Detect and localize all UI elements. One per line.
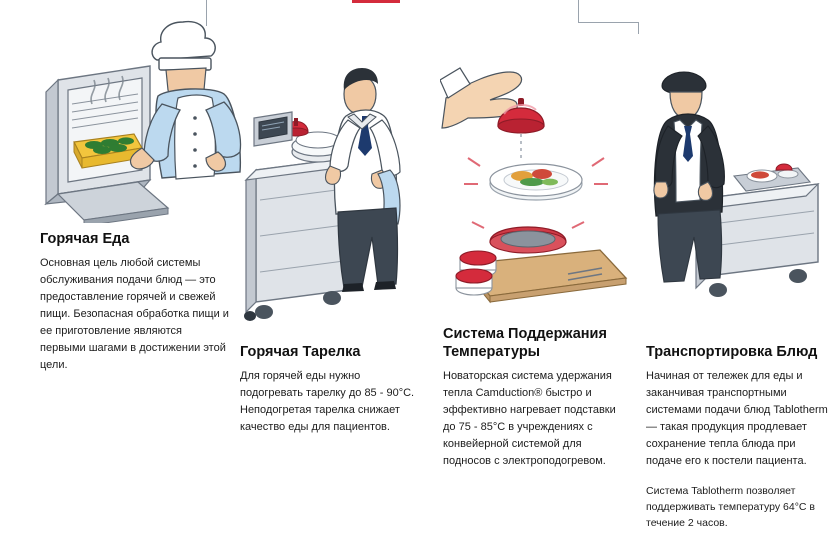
illustration-hot-plate [240, 40, 440, 330]
column-body: Новаторская система удержания тепла Camduction® быстро и эффективно нагревает подставки до 75 - 85°C в учреждениях с конвейерной системой для подносов с электроподогревом. [443, 370, 616, 468]
column-title: Горячая Тарелка [240, 344, 361, 360]
column-body: Для горячей еды нужно подогревать тарелку до 85 - 90°C. Неподогретая тарелка снижает качество еды для пациентов. [240, 370, 415, 434]
connector-rule-mid-horizontal [578, 22, 638, 23]
column-body: Основная цель любой системы обслуживания подачи блюд — это предоставление горячей и свежей пищи. Безопасная обработка пищи и ее приготовление являются первыми шагами в достижении этой цели. [40, 257, 229, 372]
illustration-hot-food [38, 8, 253, 223]
accent-bar-top [352, 0, 400, 3]
illustration-meal-transport [648, 48, 838, 298]
column-meal-transport [646, 343, 832, 532]
column-hot-food [40, 230, 230, 374]
connector-rule-mid-vertical [578, 0, 579, 22]
column-note: Система Tablotherm позволяет поддерживать температуру 64°C в течение 2 часов. [646, 485, 816, 529]
column-body: Начиная от тележек для еды и заканчивая транспортными системами подачи блюд Tablotherm — такая продукция продлевает сохранение тепла блюда при подаче его к постели пациента. [646, 370, 828, 468]
column-temperature-support [443, 325, 629, 471]
connector-rule-right-vertical [638, 22, 639, 34]
column-hot-plate [240, 343, 426, 436]
column-title: Транспортировка Блюд [646, 344, 818, 360]
column-title: Горячая Еда [40, 231, 130, 247]
column-title: Система Поддержания Температуры [443, 326, 607, 361]
illustration-temperature-support [440, 34, 640, 314]
